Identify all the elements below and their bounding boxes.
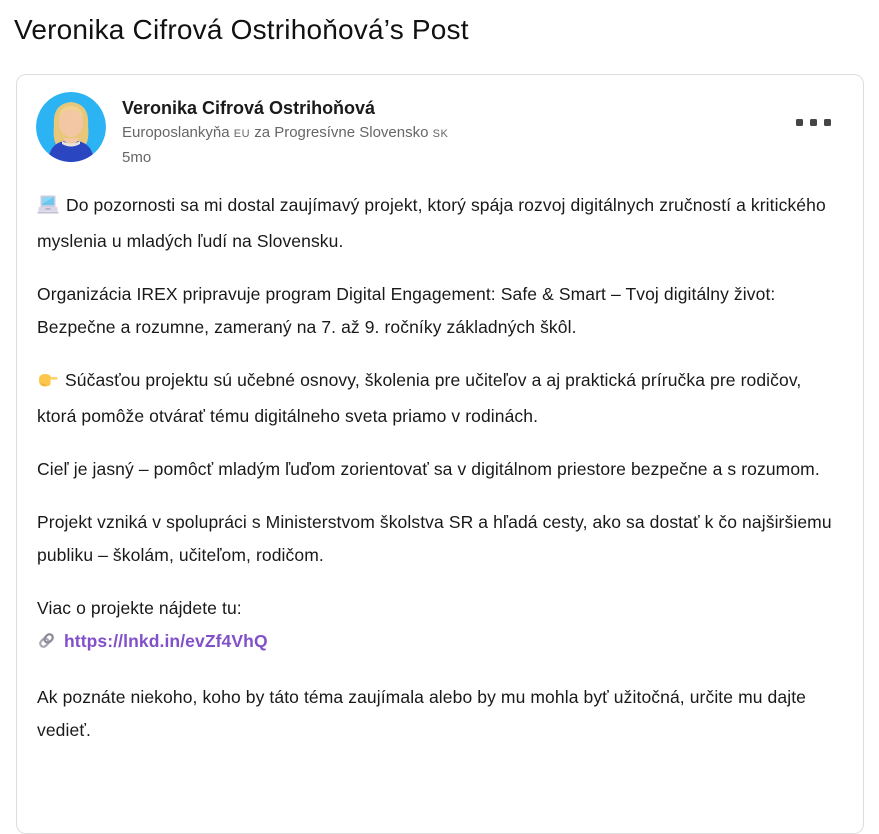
link-emoji-icon <box>37 628 56 661</box>
post-card <box>16 74 864 834</box>
headline-lang-tag-sk: SK <box>432 128 449 140</box>
post-link[interactable]: https://lnkd.in/evZf4VhQ <box>64 631 268 651</box>
laptop-emoji-icon <box>37 192 59 225</box>
author-name[interactable]: Veronika Cifrová Ostrihoňová <box>122 98 376 118</box>
author-info <box>122 92 448 169</box>
ellipsis-icon <box>824 119 831 126</box>
post-paragraph: Projekt vzniká v spolupráci s Ministerstvom školstva SR a hľadá cesty, ako sa dostať k čo najširšiemu publiku – školám, učiteľom, rodičom. <box>37 512 832 565</box>
post-options-menu-button[interactable] <box>792 115 835 130</box>
post-paragraph: Cieľ je jasný – pomôcť mladým ľuďom zorientovať sa v digitálnom priestore bezpečne a s rozumom. <box>37 459 820 479</box>
post-paragraph: Súčasťou projektu sú učebné osnovy, školenia pre učiteľov a aj praktická príručka pre rodičov, ktorá pomôže otvárať tému digitálneho sveta priamo v rodinách. <box>37 364 841 433</box>
post-paragraph: Organizácia IREX pripravuje program Digital Engagement: Safe & Smart – Tvoj digitálny život: Bezpečne a rozumne, zameraný na 7. až 9. ročníky základných škôl. <box>37 284 776 337</box>
page-title: Veronika Cifrová Ostrihoňová’s Post <box>14 14 469 45</box>
post-timestamp: 5mo <box>122 149 152 166</box>
post-paragraph: Do pozornosti sa mi dostal zaujímavý projekt, ktorý spája rozvoj digitálnych zručností a kritického myslenia u mladých ľudí na Slovensku. <box>37 189 841 258</box>
post-body <box>17 177 863 747</box>
avatar-image <box>36 92 106 162</box>
ellipsis-icon <box>810 119 817 126</box>
post-paragraph: Viac o projekte nájdete tu: https://lnkd.in/evZf4VhQ <box>37 592 841 661</box>
headline-lang-tag-eu: EU <box>233 128 251 140</box>
pointing-hand-emoji-icon <box>37 367 58 400</box>
ellipsis-icon <box>796 119 803 126</box>
post-header <box>17 75 863 177</box>
post-paragraph: Ak poznáte niekoho, koho by táto téma zaujímala alebo by mu mohla byť užitočná, určite mu dajte vedieť. <box>37 687 806 740</box>
author-avatar[interactable] <box>36 92 106 162</box>
author-headline: Europoslankyňa EU za Progresívne Slovensko SK <box>122 124 449 141</box>
